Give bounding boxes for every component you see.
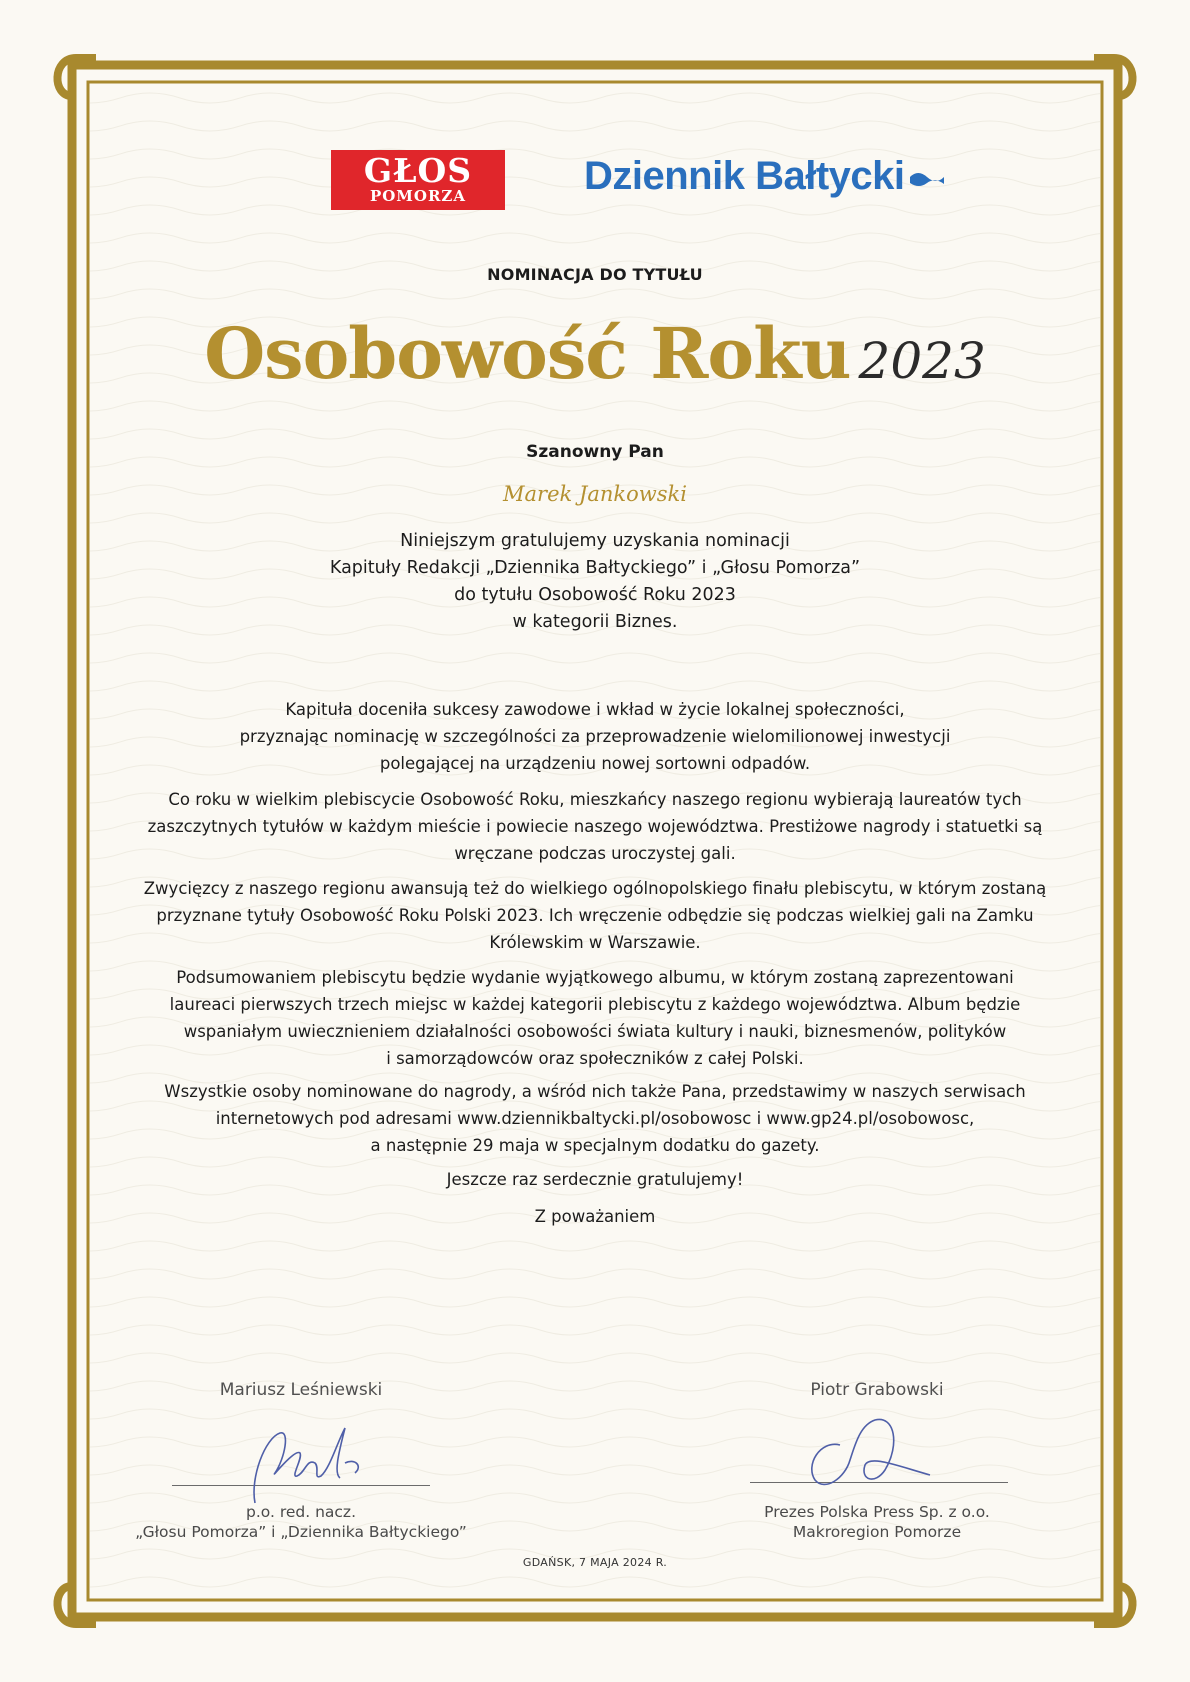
paragraph-line: Królewskim w Warszawie. (489, 933, 701, 952)
paragraph-line: Co roku w wielkim plebiscycie Osobowość Roku, mieszkańcy naszego regionu wybierają laureatów tych (168, 790, 1022, 809)
signatory-name: Piotr Grabowski (810, 1380, 944, 1400)
signatory-role-line: Prezes Polska Press Sp. z o.o. (764, 1503, 990, 1521)
signature-left-handwriting (245, 1418, 375, 1513)
paragraph-line: zaszczytnych tytułów w każdym mieście i powiecie naszego województwa. Prestiżowe nagrody i statuetki są (147, 817, 1043, 836)
dziennik-baltycki-logo (584, 154, 945, 199)
wave-icon (909, 168, 945, 186)
paragraph-line: Kapituła doceniła sukcesy zawodowe i wkład w życie lokalnej społeczności, (285, 700, 905, 719)
signatory-role (746, 1502, 1008, 1542)
paragraph-line: przyznane tytuły Osobowość Roku Polski 2023. Ich wręczenie odbędzie się podczas wielkiej gali na Zamku (156, 906, 1034, 925)
intro-line: w kategorii Biznes. (512, 612, 678, 632)
paragraph-line: laureaci pierwszych trzech miejsc w każdej kategorii plebiscytu z każdego województwa. Album będzie (169, 995, 1021, 1014)
closing-line: Jeszcze raz serdecznie gratulujemy! (446, 1170, 744, 1189)
paragraph-line: i samorządowców oraz społeczników z całej Polski. (386, 1049, 804, 1068)
paragraph-line: Podsumowaniem plebiscytu będzie wydanie wyjątkowego albumu, w którym zostaną zaprezentowani (176, 968, 1014, 987)
paragraph-line: a następnie 29 maja w specjalnym dodatku do gazety. (370, 1136, 820, 1155)
award-title-year: 2023 (858, 332, 986, 390)
glos-logo-line1: GŁOS (363, 151, 473, 190)
glos-logo-line2: POMORZA (369, 187, 467, 205)
award-title (0, 312, 1190, 395)
paragraph-4 (0, 964, 1190, 1072)
nomination-subtitle: NOMINACJA DO TYTUŁU (487, 265, 703, 284)
glos-pomorza-logo (331, 150, 505, 210)
issue-date: GDAŃSK, 7 MAJA 2024 R. (522, 1556, 668, 1569)
intro-line: do tytułu Osobowość Roku 2023 (454, 585, 736, 605)
dziennik-logo-text: Dziennik Bałtycki (584, 154, 905, 198)
salutation: Szanowny Pan (526, 442, 664, 462)
paragraph-2 (0, 786, 1190, 867)
paragraph-line: polegającej na urządzeniu nowej sortowni odpadów. (379, 754, 811, 773)
signatory-role-line: „Głosu Pomorza” i „Dziennika Bałtyckiego” (135, 1523, 467, 1541)
signatory-name: Mariusz Leśniewski (219, 1380, 383, 1400)
paragraph-line: internetowych pod adresami www.dziennikbaltycki.pl/osobowosc i www.gp24.pl/osobowosc, (215, 1109, 975, 1128)
intro-line: Kapituły Redakcji „Dziennika Bałtyckiego” i „Głosu Pomorza” (329, 558, 861, 578)
intro-paragraph (0, 528, 1190, 636)
paragraph-line: przyznając nominację w szczególności za przeprowadzenie wielomilionowej inwestycji (239, 727, 951, 746)
paragraph-line: Zwycięzcy z naszego regionu awansują też do wielkiego ogólnopolskiego finału plebiscytu, w którym zostaną (143, 879, 1047, 898)
paragraph-line: wspaniałym uwiecznieniem działalności osobowości świata kultury i nauki, biznesmenów, polityków (183, 1022, 1007, 1041)
paragraph-line: Wszystkie osoby nominowane do nagrody, a wśród nich także Pana, przedstawimy w naszych serwisach (164, 1082, 1026, 1101)
regards-line: Z poważaniem (534, 1207, 656, 1226)
paragraph-line: wręczane podczas uroczystej gali. (454, 844, 736, 863)
paragraph-1 (0, 696, 1190, 777)
intro-line: Niniejszym gratulujemy uzyskania nominacji (400, 531, 790, 551)
signatory-role-line: Makroregion Pomorze (792, 1523, 962, 1541)
recipient-name: Marek Jankowski (503, 482, 687, 506)
award-title-main: Osobowość Roku (204, 312, 851, 395)
signature-right-handwriting (800, 1410, 940, 1495)
signatory-role-line: p.o. red. nacz. (246, 1503, 356, 1521)
paragraph-5 (0, 1078, 1190, 1159)
paragraph-3 (0, 875, 1190, 956)
